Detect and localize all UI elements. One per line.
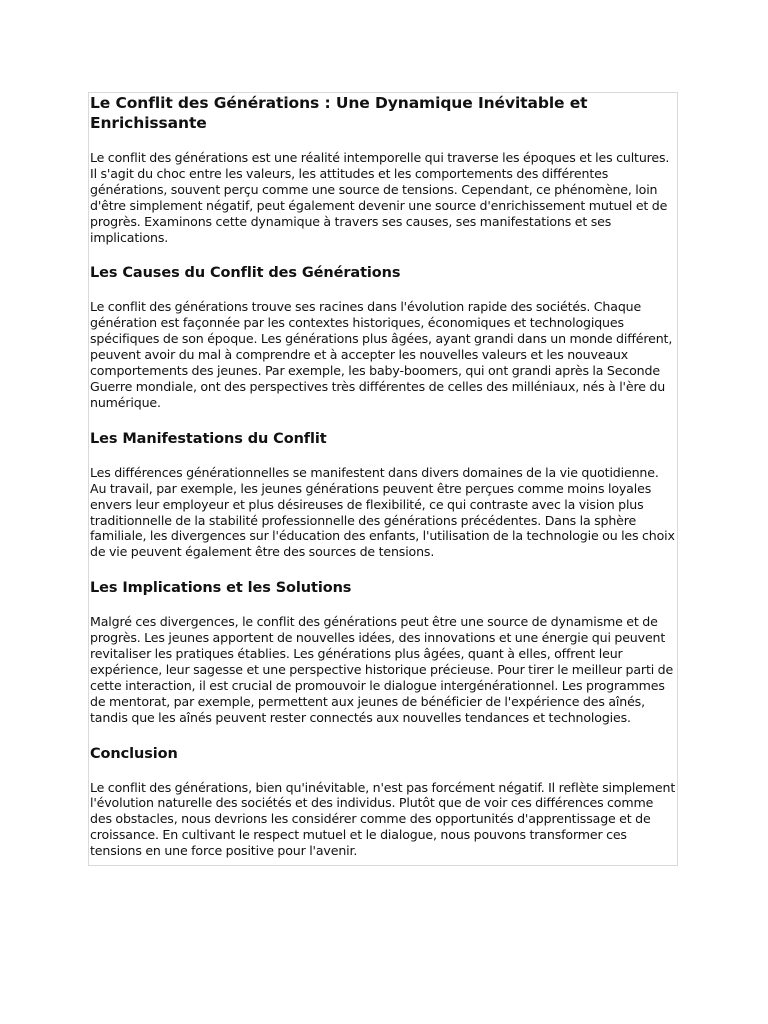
intro-paragraph: Le conflit des générations est une réalité intemporelle qui traverse les époques et les cultures. Il s'agit du choc entre les valeurs, les attitudes et les comportements des différentes générations, souvent perçu comme une source de tensions. Cependant, ce phénomène, loin d'être simplement négatif, peut également devenir une source d'enrichissement mutuel et de progrès. Examinons cette dynamique à travers ses causes, ses manifestations et ses implications. [90,150,670,245]
section-text-implications: Malgré ces divergences, le conflit des générations peut être une source de dynamisme et de progrès. Les jeunes apportent de nouvelles idées, des innovations et une énergie qui peuvent revitaliser les pratiques établies. Les générations plus âgées, quant à elles, offrent leur expérience, leur sagesse et une perspective historique précieuse. Pour tirer le meilleur parti de cette interaction, il est crucial de promouvoir le dialogue intergénérationnel. Les programmes de mentorat, par exemple, permettent aux jeunes de bénéficier de l'expérience des aînés, tandis que les aînés peuvent rester connectés aux nouvelles tendances et technologies. [90,614,674,725]
document-page [88,92,678,866]
section-text-conclusion: Le conflit des générations, bien qu'inévitable, n'est pas forcément négatif. Il reflète simplement l'évolution naturelle des sociétés et des individus. Plutôt que de voir ces différences comme des obstacles, nous devrions les considérer comme des opportunités d'apprentissage et de croissance. En cultivant le respect mutuel et le dialogue, nous pouvons transformer ces tensions en une force positive pour l'avenir. [90,779,676,859]
section-text-manifestations: Les différences générationnelles se manifestent dans divers domaines de la vie quotidienne. Au travail, par exemple, les jeunes générations peuvent être perçues comme moins loyales envers leur employeur et plus désireuses de flexibilité, ce qui contraste avec la vision plus traditionnelle de la stabilité professionnelle des générations précédentes. Dans la sphère familiale, les divergences sur l'éducation des enfants, l'utilisation de la technologie ou les choix de vie peuvent également être des sources de tensions. [90,464,675,560]
section-heading-implications: Les Implications et les Solutions [90,580,352,597]
document-title: Le Conflit des Générations : Une Dynamique Inévitable et Enrichissante [90,94,588,132]
section-text-causes: Le conflit des générations trouve ses racines dans l'évolution rapide des sociétés. Chaque génération est façonnée par les contextes historiques, économiques et technologiques spécifiques de son époque. Les générations plus âgées, ayant grandi dans un monde différent, peuvent avoir du mal à comprendre et à accepter les nouvelles valeurs et les nouveaux comportements des jeunes. Par exemple, les baby-boomers, qui ont grandi après la Seconde Guerre mondiale, ont des perspectives très différentes de celles des milléniaux, nés à l'ère du numérique. [90,299,673,410]
section-heading-manifestations: Les Manifestations du Conflit [90,430,327,447]
section-heading-causes: Les Causes du Conflit des Générations [90,265,401,282]
section-heading-conclusion: Conclusion [90,745,178,762]
document-content [89,93,677,859]
